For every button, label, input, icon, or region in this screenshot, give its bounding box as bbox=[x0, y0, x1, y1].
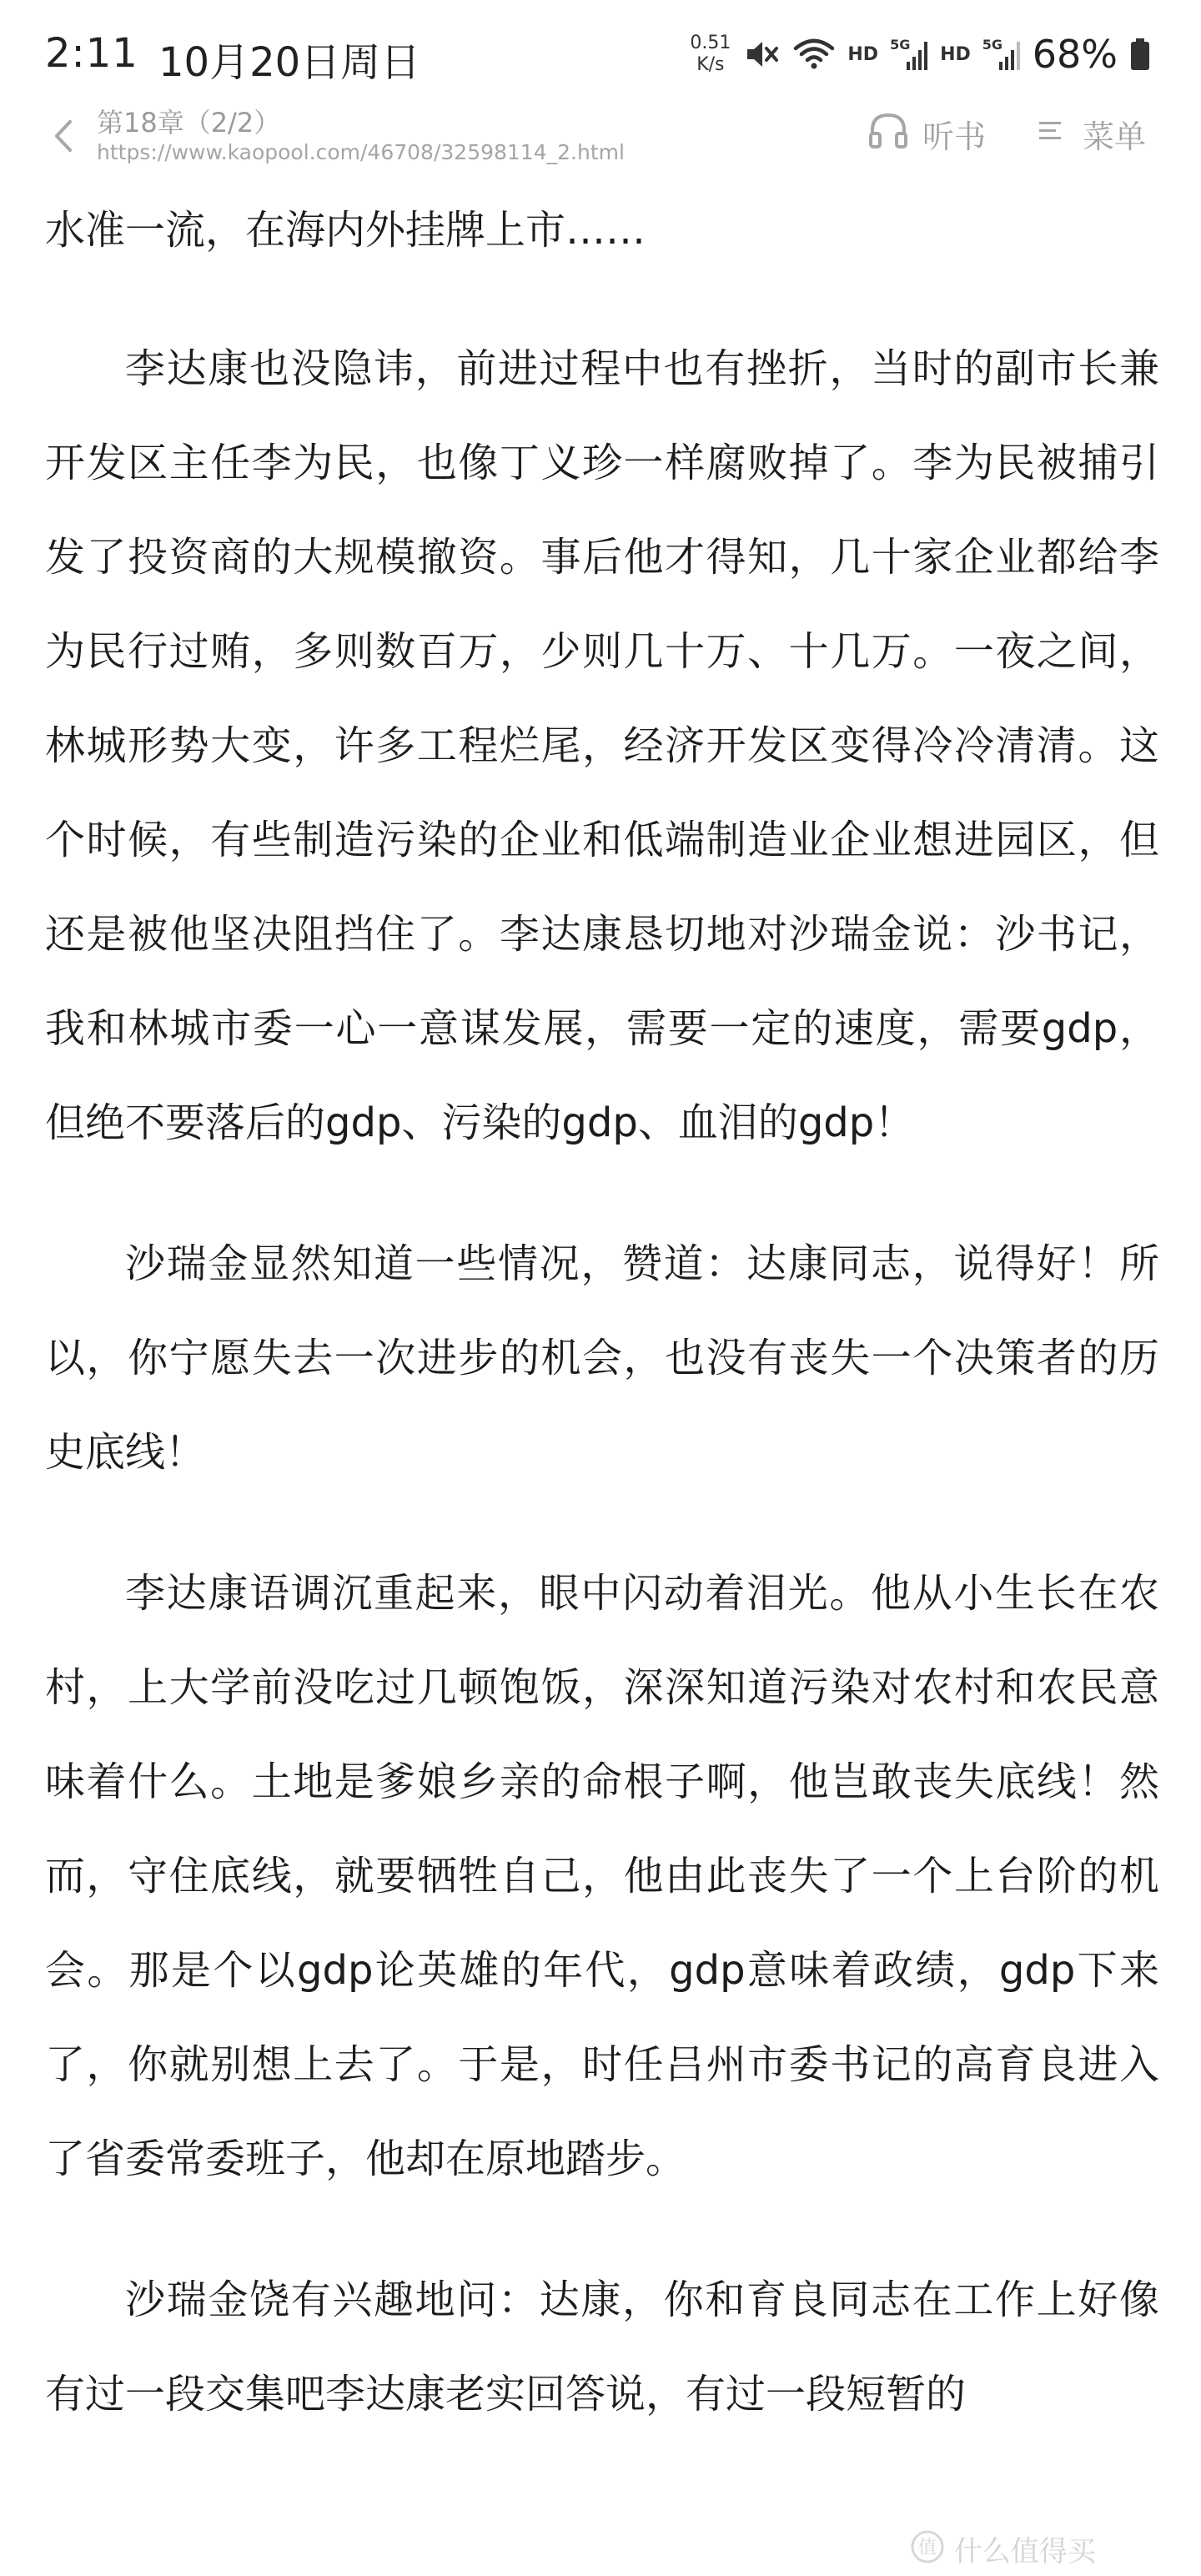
battery-percent: 68% bbox=[1032, 32, 1118, 77]
network-type-1: 5G bbox=[890, 37, 911, 53]
status-bar bbox=[0, 0, 1201, 100]
headphones-icon bbox=[867, 110, 909, 158]
svg-text:值: 值 bbox=[917, 2538, 937, 2558]
status-icons bbox=[690, 25, 1151, 83]
status-time: 2:11 bbox=[45, 30, 138, 77]
article-paragraph: 沙瑞金饶有兴趣地问：达康，你和育良同志在工作上好像有过一段交集吧李达康老实回答说，有过一段短暂的 bbox=[45, 2277, 1159, 2418]
menu-label: 菜单 bbox=[1083, 118, 1147, 155]
signal-icon-2 bbox=[982, 37, 1021, 72]
article-paragraph: 沙瑞金显然知道一些情况，赞道：达康同志，说得好！所以，你宁愿失去一次进步的机会，也没有丧失一个决策者的历史底线！ bbox=[45, 1240, 1159, 1476]
article-paragraph: 水准一流，在海内外挂牌上市…… bbox=[45, 207, 646, 254]
article-paragraph: 李达康语调沉重起来，眼中闪动着泪光。他从小生长在农村，上大学前没吃过几顿饱饭，深深知道污染对农村和农民意味着什么。土地是爹娘乡亲的命根子啊，他岂敢丧失底线！然而，守住底线，就要牺牲自己，他由此丧失了一个上台阶的机会。那是个以gdp论英雄的年代，gdp意味着政绩，gdp下来了，你就别想上去了。于是，时任吕州市委书记的高育良进入了省委常委班子，他却在原地踏步。 bbox=[45, 1570, 1159, 2182]
chapter-url[interactable]: https://www.kaopool.com/46708/32598114_2.html bbox=[97, 140, 625, 164]
network-speed bbox=[690, 33, 731, 76]
back-button[interactable] bbox=[48, 115, 78, 157]
chapter-title: 第18章（2/2） bbox=[97, 107, 281, 138]
article-paragraph: 李达康也没隐讳，前进过程中也有挫折，当时的副市长兼开发区主任李为民，也像丁义珍一样腐败掉了。李为民被捕引发了投资商的大规模撤资。事后他才得知，几十家企业都给李为民行过贿，多则数百万，少则几十万、十几万。一夜之间，林城形势大变，许多工程烂尾，经济开发区变得冷冷清清。这个时候，有些制造污染的企业和低端制造业企业想进园区，但还是被他坚决阻挡住了。李达康恳切地对沙瑞金说：沙书记，我和林城市委一心一意谋发展，需要一定的速度，需要gdp，但绝不要落后的gdp、污染的gdp、血泪的gdp！ bbox=[45, 345, 1159, 1146]
menu-icon bbox=[1038, 115, 1064, 152]
network-type-2: 5G bbox=[982, 37, 1003, 53]
hd-label-2: HD bbox=[940, 43, 971, 65]
battery-icon bbox=[1129, 35, 1151, 73]
listen-button[interactable] bbox=[867, 110, 986, 157]
watermark-text: 什么值得买 bbox=[954, 2534, 1096, 2568]
network-speed-value: 0.51 bbox=[690, 33, 731, 53]
hd-label-1: HD bbox=[847, 43, 879, 65]
listen-label: 听书 bbox=[922, 118, 987, 155]
mute-icon bbox=[742, 35, 781, 73]
reader-header bbox=[0, 92, 1201, 175]
chevron-left-icon bbox=[48, 115, 78, 157]
watermark-logo-icon bbox=[909, 2528, 946, 2568]
wifi-icon bbox=[792, 35, 836, 73]
watermark bbox=[909, 2521, 1096, 2576]
menu-button[interactable] bbox=[1038, 110, 1146, 157]
signal-icon-1 bbox=[890, 37, 928, 72]
article-body bbox=[45, 190, 1159, 2488]
network-speed-unit: K/s bbox=[696, 54, 725, 75]
status-date: 10月20日周日 bbox=[158, 39, 421, 86]
